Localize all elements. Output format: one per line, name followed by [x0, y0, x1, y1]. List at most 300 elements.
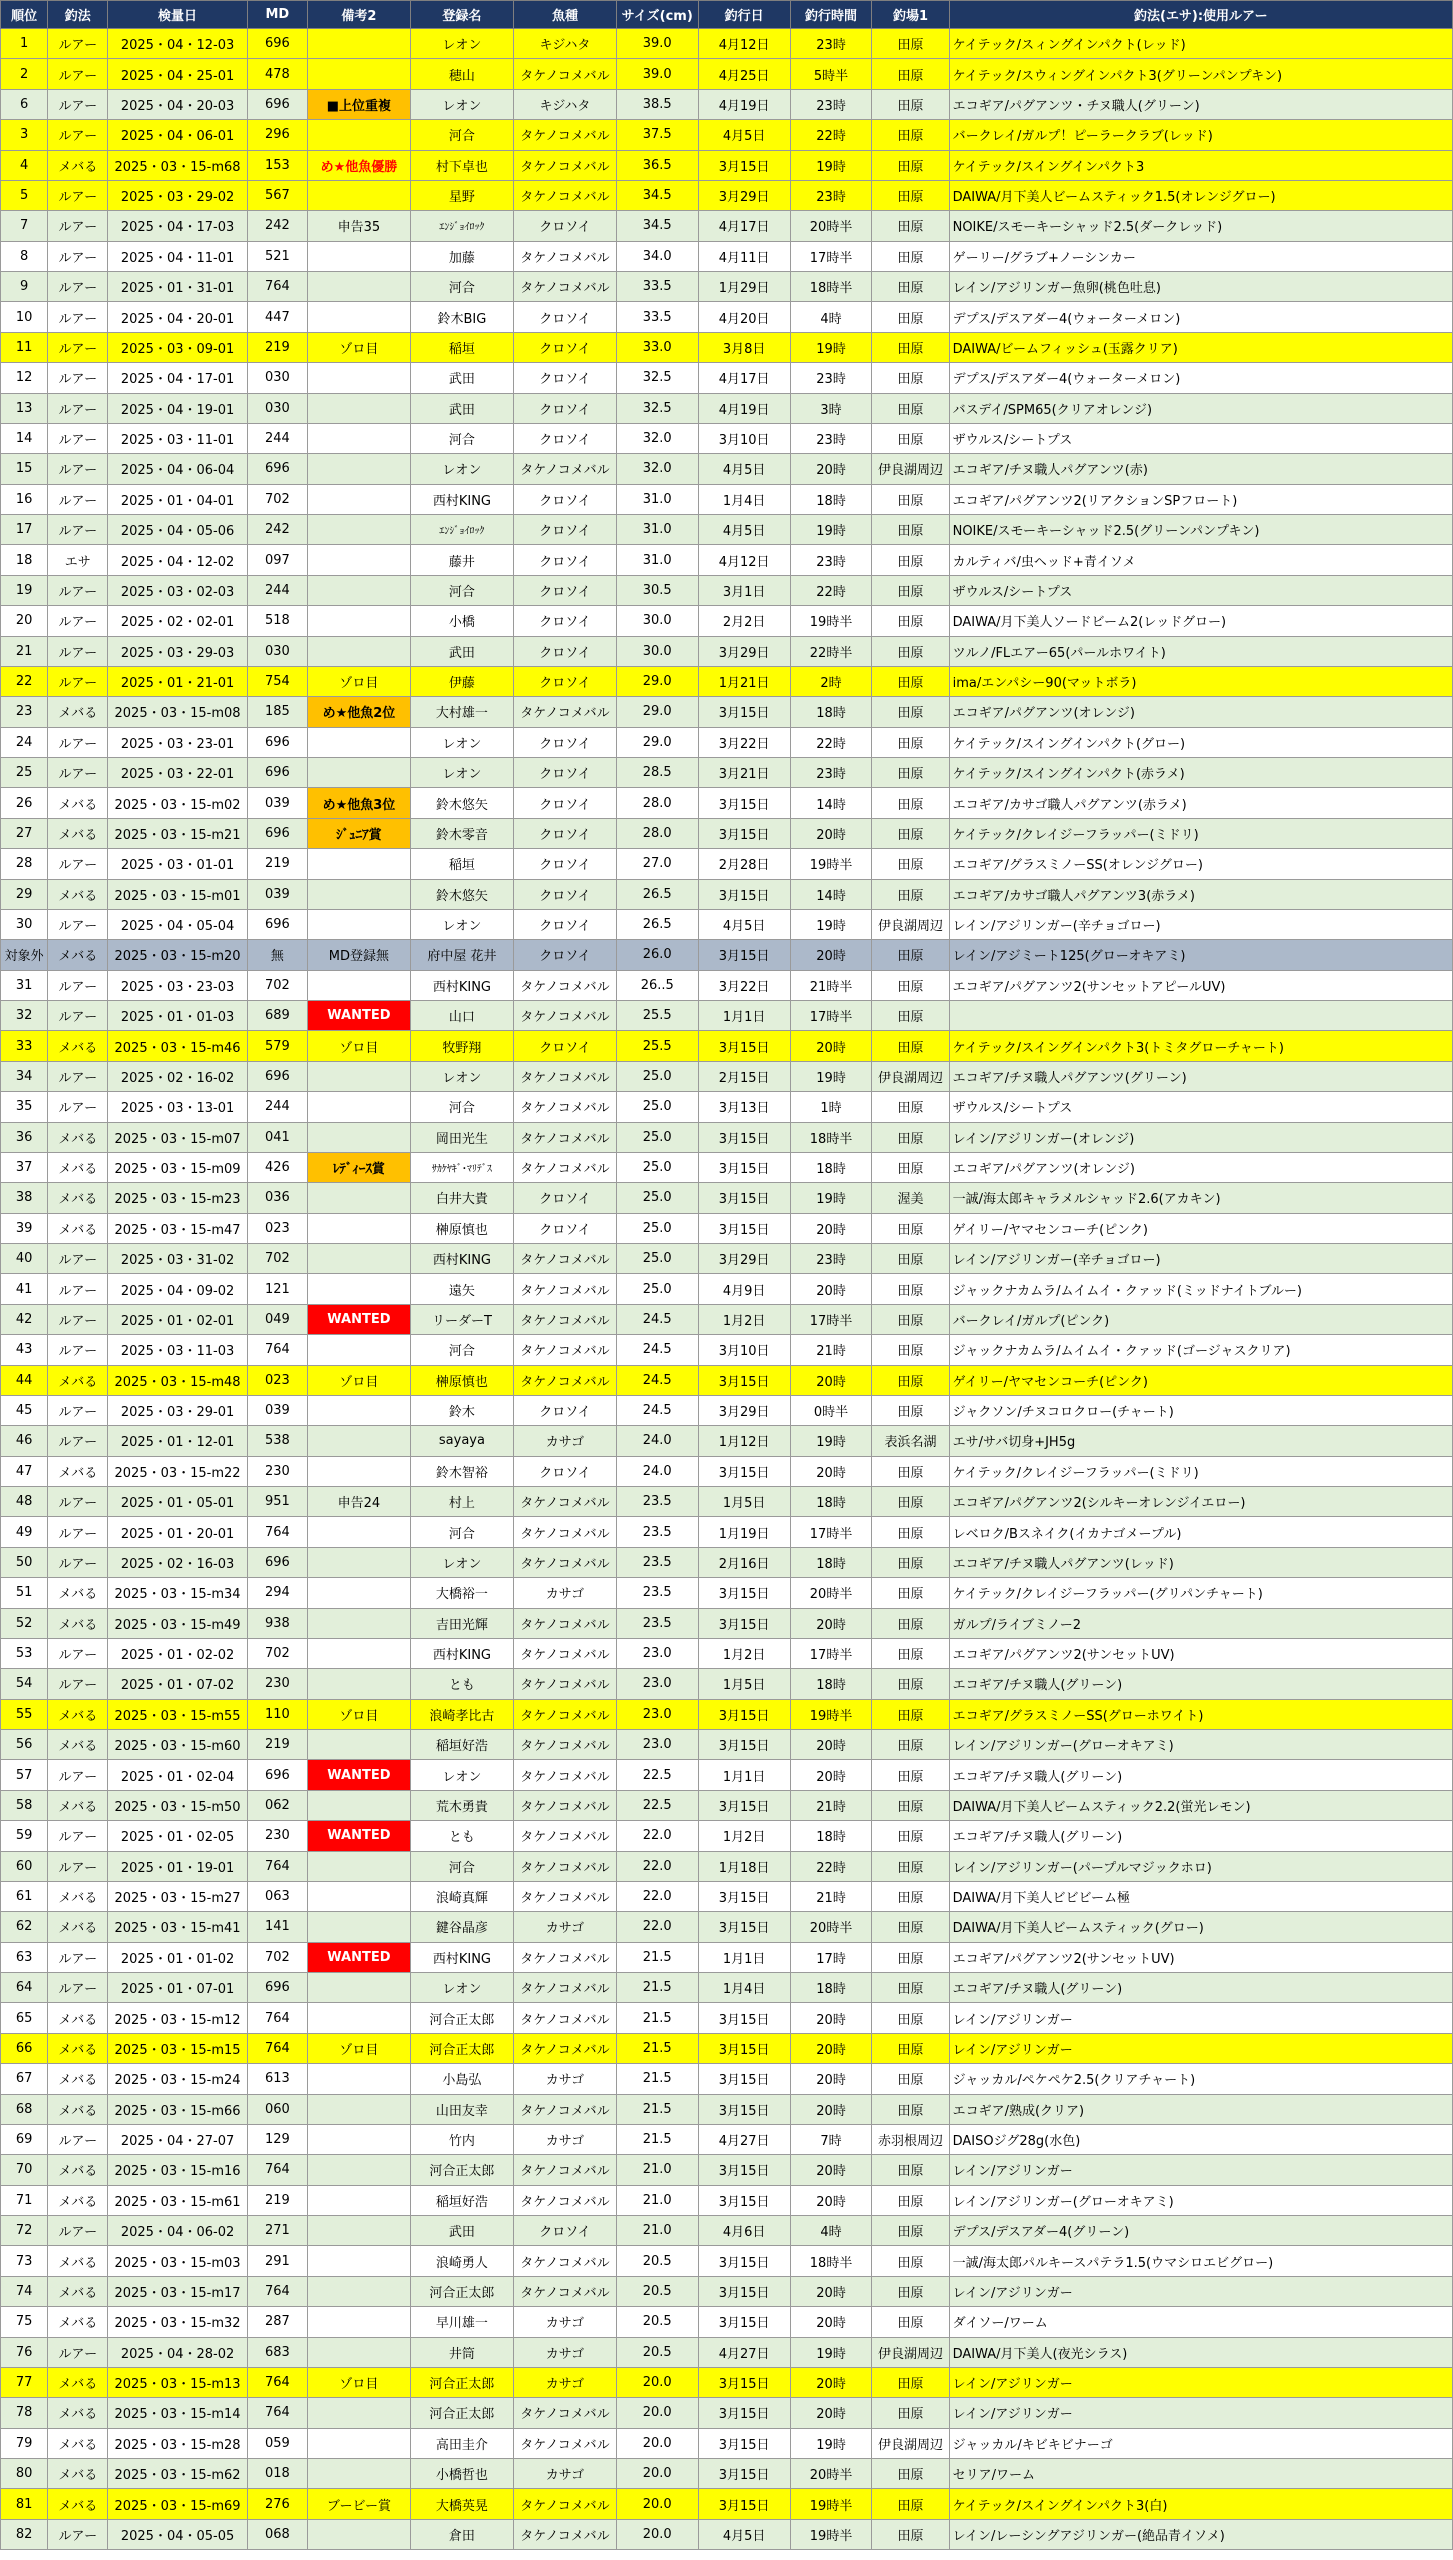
cell-weigh-date: 2025・03・15-m28 — [108, 2428, 248, 2458]
table-row — [1, 1304, 1453, 1334]
cell-species: クロソイ — [513, 1213, 616, 1243]
cell-species: キジハタ — [513, 89, 616, 119]
cell-rank: 29 — [1, 879, 48, 909]
cell-time: 23時 — [790, 545, 872, 575]
cell-method: ルアー — [48, 515, 108, 545]
cell-lure: エコギア/パグアンツ2(シルキーオレンジイエロー) — [949, 1487, 1452, 1517]
cell-name: 鈴木悠矢 — [410, 879, 513, 909]
cell-weigh-date: 2025・01・01-02 — [108, 1942, 248, 1972]
cell-time: 18時半 — [790, 2246, 872, 2276]
cell-rank: 15 — [1, 454, 48, 484]
cell-md: 030 — [247, 393, 307, 423]
cell-time: 2時 — [790, 666, 872, 696]
cell-size: 21.5 — [616, 2033, 698, 2063]
cell-place: 田原 — [872, 1608, 949, 1638]
cell-rank: 23 — [1, 697, 48, 727]
cell-note — [307, 575, 410, 605]
cell-lure: ケイテック/スイングインパクト3(トミタグローチャート) — [949, 1031, 1452, 1061]
cell-date: 2月16日 — [698, 1547, 790, 1577]
cell-name: レオン — [410, 909, 513, 939]
cell-lure: エコギア/カサゴ職人パグアンツ3(赤ラメ) — [949, 879, 1452, 909]
cell-species: クロソイ — [513, 849, 616, 879]
cell-size: 24.5 — [616, 1335, 698, 1365]
cell-size: 23.5 — [616, 1578, 698, 1608]
cell-place: 田原 — [872, 606, 949, 636]
cell-name: 伊藤 — [410, 666, 513, 696]
cell-name: 榊原慎也 — [410, 1365, 513, 1395]
cell-note — [307, 1608, 410, 1638]
cell-date: 3月15日 — [698, 2064, 790, 2094]
cell-lure: レイン/アジリンガー(グローオキアミ) — [949, 1730, 1452, 1760]
cell-note — [307, 484, 410, 514]
cell-method: ルアー — [48, 1487, 108, 1517]
cell-size: 24.0 — [616, 1456, 698, 1486]
cell-rank: 9 — [1, 272, 48, 302]
cell-method: メバる — [48, 1213, 108, 1243]
cell-size: 21.0 — [616, 2155, 698, 2185]
table-row — [1, 2459, 1453, 2489]
cell-md: 219 — [247, 849, 307, 879]
cell-species: タケノコメバル — [513, 1699, 616, 1729]
cell-date: 3月15日 — [698, 879, 790, 909]
cell-time: 18時 — [790, 1973, 872, 2003]
cell-lure: DAIWA/月下美人ビームスティック1.5(オレンジグロー) — [949, 180, 1452, 210]
cell-name: 武田 — [410, 2216, 513, 2246]
cell-note — [307, 1912, 410, 1942]
cell-md: 153 — [247, 150, 307, 180]
table-row — [1, 1730, 1453, 1760]
cell-rank: 50 — [1, 1547, 48, 1577]
cell-md: 579 — [247, 1031, 307, 1061]
cell-date: 3月15日 — [698, 697, 790, 727]
cell-md: 567 — [247, 180, 307, 210]
table-row — [1, 1426, 1453, 1456]
cell-method: ルアー — [48, 849, 108, 879]
column-header-name: 登録名 — [410, 1, 513, 29]
cell-rank: 24 — [1, 727, 48, 757]
cell-date: 1月1日 — [698, 1001, 790, 1031]
cell-time: 18時 — [790, 1152, 872, 1182]
cell-md: 271 — [247, 2216, 307, 2246]
cell-species: タケノコメバル — [513, 1669, 616, 1699]
cell-lure: DAIWA/月下美人(夜光シラス) — [949, 2337, 1452, 2367]
cell-place: 田原 — [872, 879, 949, 909]
cell-size: 30.0 — [616, 606, 698, 636]
cell-date: 2月15日 — [698, 1061, 790, 1091]
cell-time: 20時 — [790, 1760, 872, 1790]
cell-species: タケノコメバル — [513, 1122, 616, 1152]
cell-place: 田原 — [872, 697, 949, 727]
cell-md: 291 — [247, 2246, 307, 2276]
cell-place: 田原 — [872, 2155, 949, 2185]
cell-note — [307, 1456, 410, 1486]
cell-place: 田原 — [872, 515, 949, 545]
cell-md: 023 — [247, 1365, 307, 1395]
cell-lure: レベロク/Bスネイク(イカナゴメープル) — [949, 1517, 1452, 1547]
cell-date: 3月15日 — [698, 1608, 790, 1638]
cell-size: 24.0 — [616, 1426, 698, 1456]
cell-date: 3月15日 — [698, 2398, 790, 2428]
cell-weigh-date: 2025・04・20-01 — [108, 302, 248, 332]
cell-date: 3月15日 — [698, 1699, 790, 1729]
cell-note — [307, 1669, 410, 1699]
cell-lure: DAIWA/月下美人ビームスティック2.2(蛍光レモン) — [949, 1790, 1452, 1820]
cell-place: 田原 — [872, 1760, 949, 1790]
cell-rank: 63 — [1, 1942, 48, 1972]
cell-note — [307, 2003, 410, 2033]
cell-date: 1月2日 — [698, 1304, 790, 1334]
cell-species: カサゴ — [513, 2064, 616, 2094]
cell-note — [307, 2459, 410, 2489]
table-row — [1, 1244, 1453, 1274]
cell-lure: ケイテック/スイングインパクト(グロー) — [949, 727, 1452, 757]
cell-lure: エコギア/チヌ職人(グリーン) — [949, 1973, 1452, 2003]
cell-weigh-date: 2025・03・23-03 — [108, 970, 248, 1000]
cell-note — [307, 59, 410, 89]
cell-name: 榊原慎也 — [410, 1213, 513, 1243]
cell-method: ルアー — [48, 241, 108, 271]
cell-md: 696 — [247, 909, 307, 939]
cell-species: クロソイ — [513, 606, 616, 636]
table-row — [1, 970, 1453, 1000]
table-row — [1, 1274, 1453, 1304]
cell-note — [307, 2064, 410, 2094]
cell-method: ルアー — [48, 332, 108, 362]
cell-note — [307, 2428, 410, 2458]
cell-place: 田原 — [872, 970, 949, 1000]
cell-name: 西村KING — [410, 484, 513, 514]
cell-place: 伊良湖周辺 — [872, 454, 949, 484]
cell-note: MD登録無 — [307, 940, 410, 970]
cell-lure: NOIKE/スモーキーシャッド2.5(グリーンパンプキン) — [949, 515, 1452, 545]
cell-method: メバる — [48, 1912, 108, 1942]
cell-date: 4月5日 — [698, 454, 790, 484]
cell-time: 17時半 — [790, 1638, 872, 1668]
cell-date: 3月22日 — [698, 727, 790, 757]
cell-species: タケノコメバル — [513, 1881, 616, 1911]
table-row — [1, 423, 1453, 453]
cell-place: 田原 — [872, 363, 949, 393]
cell-md: 059 — [247, 2428, 307, 2458]
table-row — [1, 1760, 1453, 1790]
cell-method: ルアー — [48, 484, 108, 514]
cell-name: 浪崎真輝 — [410, 1881, 513, 1911]
cell-date: 1月2日 — [698, 1821, 790, 1851]
cell-md: 938 — [247, 1608, 307, 1638]
cell-lure: ケイテック/スウィングインパクト3(グリーンパンプキン) — [949, 59, 1452, 89]
cell-species: タケノコメバル — [513, 1365, 616, 1395]
cell-name: 鈴木BIG — [410, 302, 513, 332]
cell-weigh-date: 2025・04・06-04 — [108, 454, 248, 484]
cell-date: 3月15日 — [698, 1456, 790, 1486]
cell-time: 20時 — [790, 2367, 872, 2397]
cell-name: レオン — [410, 454, 513, 484]
cell-weigh-date: 2025・01・21-01 — [108, 666, 248, 696]
cell-date: 4月20日 — [698, 302, 790, 332]
cell-md: 039 — [247, 1395, 307, 1425]
cell-name: リーダーT — [410, 1304, 513, 1334]
cell-size: 23.0 — [616, 1638, 698, 1668]
cell-time: 22時 — [790, 727, 872, 757]
cell-size: 30.0 — [616, 636, 698, 666]
cell-rank: 57 — [1, 1760, 48, 1790]
cell-weigh-date: 2025・03・15-m03 — [108, 2246, 248, 2276]
cell-name: 河合 — [410, 1335, 513, 1365]
cell-md: 060 — [247, 2094, 307, 2124]
table-body — [1, 29, 1453, 2550]
cell-rank: 37 — [1, 1152, 48, 1182]
cell-date: 3月15日 — [698, 1183, 790, 1213]
table-row — [1, 909, 1453, 939]
cell-date: 3月15日 — [698, 150, 790, 180]
cell-method: メバる — [48, 1730, 108, 1760]
cell-lure: ケイテック/スイングインパクト3 — [949, 150, 1452, 180]
cell-weigh-date: 2025・03・15-m66 — [108, 2094, 248, 2124]
cell-size: 29.0 — [616, 697, 698, 727]
cell-weigh-date: 2025・03・15-m01 — [108, 879, 248, 909]
cell-date: 1月19日 — [698, 1517, 790, 1547]
cell-species: カサゴ — [513, 2124, 616, 2154]
cell-species: キジハタ — [513, 29, 616, 59]
cell-time: 20時 — [790, 2307, 872, 2337]
table-row — [1, 1517, 1453, 1547]
cell-date: 3月10日 — [698, 423, 790, 453]
cell-method: ルアー — [48, 1517, 108, 1547]
cell-place: 田原 — [872, 2216, 949, 2246]
cell-species: タケノコメバル — [513, 2033, 616, 2063]
cell-note — [307, 29, 410, 59]
cell-method: ルアー — [48, 1395, 108, 1425]
cell-name: ｻｶｹﾔｷﾞ･ﾏﾘﾃﾞｽ — [410, 1152, 513, 1182]
cell-note: WANTED — [307, 1760, 410, 1790]
cell-place: 田原 — [872, 120, 949, 150]
table-row — [1, 1912, 1453, 1942]
cell-weigh-date: 2025・03・01-01 — [108, 849, 248, 879]
cell-method: メバる — [48, 1699, 108, 1729]
table-row — [1, 849, 1453, 879]
cell-method: メバる — [48, 1122, 108, 1152]
cell-species: クロソイ — [513, 636, 616, 666]
cell-name: 河合正太郎 — [410, 2367, 513, 2397]
cell-md: 121 — [247, 1274, 307, 1304]
cell-species: タケノコメバル — [513, 2398, 616, 2428]
cell-size: 29.0 — [616, 666, 698, 696]
cell-weigh-date: 2025・03・15-m22 — [108, 1456, 248, 1486]
cell-md: 764 — [247, 2276, 307, 2306]
cell-method: ルアー — [48, 1942, 108, 1972]
cell-time: 19時 — [790, 909, 872, 939]
cell-date: 3月15日 — [698, 2094, 790, 2124]
cell-name: 河合正太郎 — [410, 2398, 513, 2428]
cell-rank: 77 — [1, 2367, 48, 2397]
cell-method: ルアー — [48, 636, 108, 666]
cell-place: 田原 — [872, 545, 949, 575]
cell-method: メバる — [48, 1365, 108, 1395]
cell-time: 20時 — [790, 2276, 872, 2306]
cell-md: 689 — [247, 1001, 307, 1031]
table-row — [1, 393, 1453, 423]
cell-date: 3月15日 — [698, 2246, 790, 2276]
cell-species: クロソイ — [513, 332, 616, 362]
cell-name: 小橋哲也 — [410, 2459, 513, 2489]
cell-lure: レイン/アジミート125(グローオキアミ) — [949, 940, 1452, 970]
cell-name: 山田友幸 — [410, 2094, 513, 2124]
cell-lure: エコギア/チヌ職人(グリーン) — [949, 1669, 1452, 1699]
cell-place: 田原 — [872, 1973, 949, 2003]
cell-date: 4月25日 — [698, 59, 790, 89]
cell-method: ルアー — [48, 1638, 108, 1668]
cell-time: 20時 — [790, 1031, 872, 1061]
cell-note — [307, 515, 410, 545]
cell-size: 25.0 — [616, 1152, 698, 1182]
cell-lure: ジャックナカムラ/ムイムイ・クァッド(ミッドナイトブルー) — [949, 1274, 1452, 1304]
cell-md: 068 — [247, 2519, 307, 2549]
cell-size: 22.0 — [616, 1881, 698, 1911]
cell-weigh-date: 2025・03・15-m68 — [108, 150, 248, 180]
cell-time: 20時 — [790, 1213, 872, 1243]
cell-species: タケノコメバル — [513, 1851, 616, 1881]
cell-place: 田原 — [872, 1213, 949, 1243]
cell-lure: エコギア/グラスミノーSS(グローホワイト) — [949, 1699, 1452, 1729]
cell-species: クロソイ — [513, 1395, 616, 1425]
cell-md: 030 — [247, 363, 307, 393]
cell-date: 3月29日 — [698, 180, 790, 210]
cell-note — [307, 302, 410, 332]
cell-time: 18時 — [790, 1821, 872, 1851]
cell-size: 20.5 — [616, 2337, 698, 2367]
cell-lure: ケイテック/スイングインパクト(赤ラメ) — [949, 758, 1452, 788]
cell-rank: 20 — [1, 606, 48, 636]
cell-rank: 40 — [1, 1244, 48, 1274]
cell-place: 田原 — [872, 393, 949, 423]
cell-weigh-date: 2025・04・12-03 — [108, 29, 248, 59]
cell-name: 鈴木智裕 — [410, 1456, 513, 1486]
cell-name: 穂山 — [410, 59, 513, 89]
cell-method: メバる — [48, 1031, 108, 1061]
cell-rank: 8 — [1, 241, 48, 271]
column-header-rank: 順位 — [1, 1, 48, 29]
cell-method: ルアー — [48, 970, 108, 1000]
cell-time: 19時半 — [790, 849, 872, 879]
cell-place: 田原 — [872, 2185, 949, 2215]
cell-rank: 43 — [1, 1335, 48, 1365]
cell-md: 219 — [247, 1730, 307, 1760]
table-row — [1, 1061, 1453, 1091]
cell-size: 37.5 — [616, 120, 698, 150]
cell-weigh-date: 2025・03・02-03 — [108, 575, 248, 605]
cell-weigh-date: 2025・04・28-02 — [108, 2337, 248, 2367]
cell-species: タケノコメバル — [513, 1760, 616, 1790]
cell-date: 4月6日 — [698, 2216, 790, 2246]
cell-weigh-date: 2025・01・04-01 — [108, 484, 248, 514]
cell-rank: 28 — [1, 849, 48, 879]
cell-size: 20.5 — [616, 2246, 698, 2276]
cell-size: 20.0 — [616, 2459, 698, 2489]
cell-method: ルアー — [48, 363, 108, 393]
cell-place: 田原 — [872, 302, 949, 332]
cell-lure: バークレイ/ガルプ(ピンク) — [949, 1304, 1452, 1334]
table-row — [1, 2216, 1453, 2246]
cell-note — [307, 545, 410, 575]
cell-rank: 11 — [1, 332, 48, 362]
cell-method: ルアー — [48, 1426, 108, 1456]
cell-species: タケノコメバル — [513, 1244, 616, 1274]
cell-species: カサゴ — [513, 2337, 616, 2367]
cell-date: 1月12日 — [698, 1426, 790, 1456]
cell-name: ｴﾝｼﾞｮｲﾛｯｸ — [410, 515, 513, 545]
cell-date: 1月2日 — [698, 1638, 790, 1668]
cell-rank: 82 — [1, 2519, 48, 2549]
cell-time: 17時 — [790, 1942, 872, 1972]
cell-time: 17時半 — [790, 1001, 872, 1031]
cell-rank: 45 — [1, 1395, 48, 1425]
cell-md: 185 — [247, 697, 307, 727]
cell-name: 稲垣好浩 — [410, 2185, 513, 2215]
cell-method: メバる — [48, 940, 108, 970]
cell-place: 田原 — [872, 1881, 949, 1911]
cell-method: ルアー — [48, 2519, 108, 2549]
cell-md: 無 — [247, 940, 307, 970]
cell-md: 063 — [247, 1881, 307, 1911]
cell-species: カサゴ — [513, 2367, 616, 2397]
table-row — [1, 59, 1453, 89]
cell-date: 3月15日 — [698, 2276, 790, 2306]
cell-lure: ジャックナカムラ/ムイムイ・クァッド(ゴージャスクリア) — [949, 1335, 1452, 1365]
cell-name: 倉田 — [410, 2519, 513, 2549]
cell-place: 田原 — [872, 2003, 949, 2033]
cell-place: 田原 — [872, 59, 949, 89]
cell-size: 22.0 — [616, 1912, 698, 1942]
cell-lure: NOIKE/スモーキーシャッド2.5(ダークレッド) — [949, 211, 1452, 241]
cell-name: とも — [410, 1821, 513, 1851]
cell-rank: 対象外 — [1, 940, 48, 970]
cell-name: レオン — [410, 29, 513, 59]
cell-place: 田原 — [872, 241, 949, 271]
cell-date: 3月15日 — [698, 2367, 790, 2397]
cell-date: 3月15日 — [698, 1152, 790, 1182]
cell-rank: 74 — [1, 2276, 48, 2306]
cell-size: 25.0 — [616, 1092, 698, 1122]
cell-species: クロソイ — [513, 727, 616, 757]
cell-time: 23時 — [790, 363, 872, 393]
cell-place: 田原 — [872, 788, 949, 818]
cell-method: ルアー — [48, 909, 108, 939]
cell-species: カサゴ — [513, 1578, 616, 1608]
cell-md: 696 — [247, 1973, 307, 2003]
cell-rank: 14 — [1, 423, 48, 453]
cell-method: ルアー — [48, 180, 108, 210]
cell-date: 4月12日 — [698, 29, 790, 59]
cell-method: メバる — [48, 818, 108, 848]
cell-species: クロソイ — [513, 423, 616, 453]
cell-note — [307, 2307, 410, 2337]
cell-md: 110 — [247, 1699, 307, 1729]
cell-rank: 68 — [1, 2094, 48, 2124]
cell-size: 33.0 — [616, 332, 698, 362]
cell-time: 19時半 — [790, 2519, 872, 2549]
cell-name: 早川雄一 — [410, 2307, 513, 2337]
cell-size: 25.0 — [616, 1244, 698, 1274]
cell-note: め★他魚優勝 — [307, 150, 410, 180]
column-header-lure: 釣法(エサ):使用ルアー — [949, 1, 1452, 29]
cell-rank: 32 — [1, 1001, 48, 1031]
cell-name: 西村KING — [410, 970, 513, 1000]
cell-name: 岡田光生 — [410, 1122, 513, 1152]
table-row — [1, 666, 1453, 696]
cell-method: メバる — [48, 879, 108, 909]
cell-name: 河合正太郎 — [410, 2155, 513, 2185]
cell-time: 7時 — [790, 2124, 872, 2154]
